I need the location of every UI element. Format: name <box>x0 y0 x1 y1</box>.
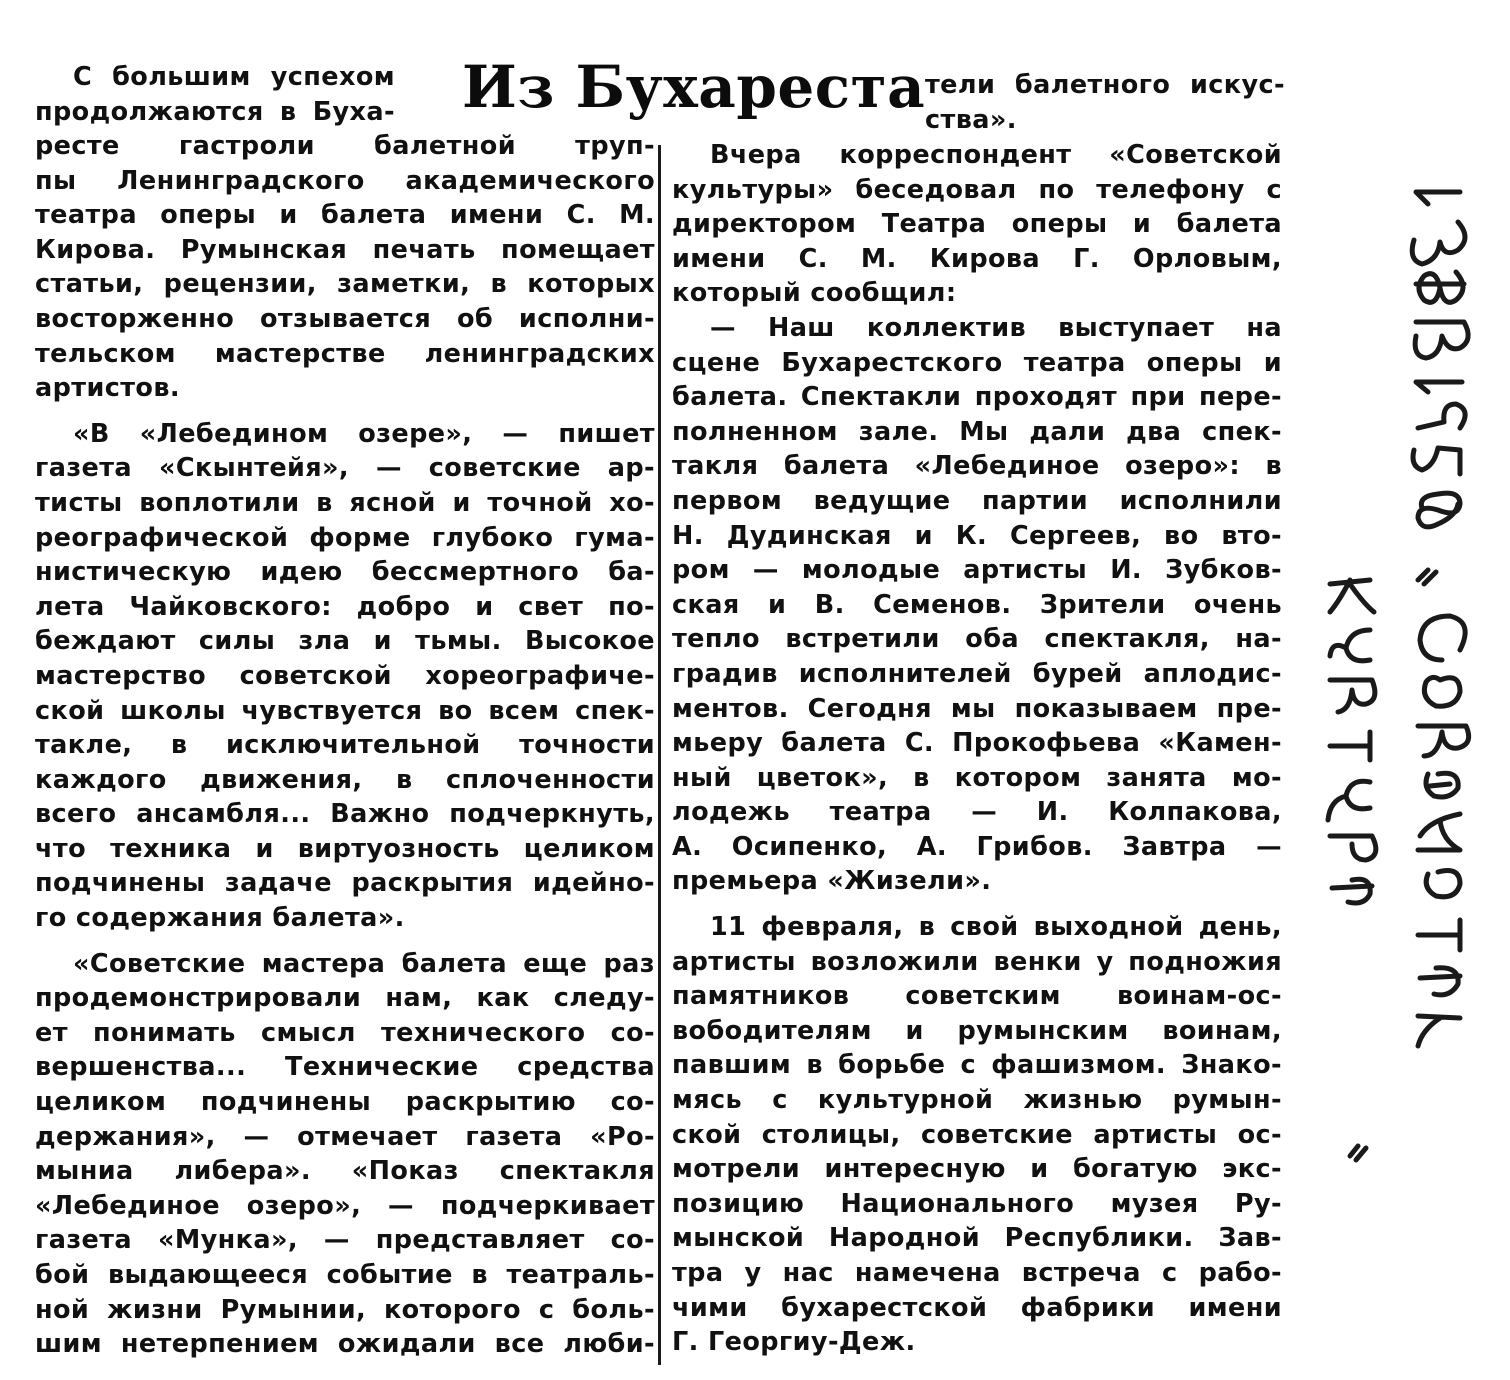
text-line: шим нетерпением ожидали все люби- <box>35 1329 655 1360</box>
text-line: мынской Народной Республики. Зав- <box>672 1223 1282 1254</box>
text-line: реографической форме глубоко гума- <box>35 522 655 553</box>
text-line: бой выдающееся событие в театраль- <box>35 1260 655 1290</box>
text-line: «Лебединое озеро», — подчеркивает <box>35 1190 655 1221</box>
text-line: тисты воплотили в ясной и точной хо- <box>35 487 655 518</box>
text-line: Н. Дудинская и К. Сергеев, во вто- <box>672 520 1282 551</box>
text-line: культуры» беседовал по телефону с <box>672 174 1282 205</box>
text-line: ет понимать смысл технического со- <box>35 1017 655 1048</box>
text-line: пы Ленинградского академического <box>35 165 655 196</box>
text-line: вободителям и румынским воинам, <box>672 1015 1282 1046</box>
text-line: позицию Национального музея Ру- <box>672 1188 1282 1219</box>
text-line: такле, в исключительной точности <box>35 730 655 761</box>
text-line: газета «Скынтейя», — советские ар- <box>35 453 655 484</box>
text-line: тра у нас намечена встреча с рабо- <box>672 1258 1282 1288</box>
text-line: первом ведущие партии исполнили <box>672 485 1282 516</box>
text-line: директором Театра оперы и балета <box>672 209 1282 240</box>
text-line: ментов. Сегодня мы показываем пре- <box>672 693 1282 724</box>
text-line: С большим успехом <box>73 62 395 92</box>
column-divider <box>658 145 661 1365</box>
text-line: ром — молодые артисты И. Зубков- <box>672 555 1282 586</box>
text-line: вершенства... Технические средства <box>35 1052 655 1083</box>
right-column <box>672 138 1282 1360</box>
text-line: 11 февраля, в свой выходной день, <box>710 912 1282 943</box>
text-line: Г. Георгиу-Деж. <box>672 1327 916 1358</box>
text-line: градив исполнителей бурей аплодис- <box>672 658 1282 689</box>
text-line: сцене Бухарестского театра оперы и <box>672 347 1282 378</box>
text-line: беждают силы зла и тьмы. Высокое <box>35 626 655 657</box>
intro-lines <box>35 60 395 129</box>
text-line: чими бухарестской фабрики имени <box>672 1292 1282 1323</box>
text-line: такля балета «Лебединое озеро»: в <box>672 451 1282 482</box>
text-line: «Советские мастера балета еще раз <box>73 948 655 979</box>
text-line: тели балетного искус- <box>925 70 1285 100</box>
text-line: ства». <box>925 104 1017 135</box>
text-line: Вчера корреспондент «Советской <box>710 140 1282 170</box>
headline: Из Бухареста <box>462 53 926 121</box>
text-line: мастерство советской хореографиче- <box>35 660 655 691</box>
text-line: статьи, рецензии, заметки, в которых <box>35 269 655 300</box>
text-line: каждого движения, в сплоченности <box>35 764 655 795</box>
handwritten-date-annotation <box>1310 160 1490 1210</box>
text-line: А. Осипенко, А. Грибов. Завтра — <box>672 831 1282 862</box>
text-line: газета «Мунка», — представляет со- <box>35 1225 655 1256</box>
text-line: «В «Лебедином озере», — пишет <box>73 418 655 449</box>
left-column <box>35 129 655 1362</box>
text-line: мыниа либера». «Показ спектакля <box>35 1156 655 1187</box>
text-line: театра оперы и балета имени С. М. <box>35 200 655 231</box>
text-line: тельском мастерстве ленинградских <box>35 338 655 369</box>
text-line: ресте гастроли балетной труп- <box>35 131 655 161</box>
text-line: памятников советским воинам-ос- <box>672 981 1282 1012</box>
text-line: Кирова. Румынская печать помещает <box>35 234 655 265</box>
text-line: целиком подчинены раскрытию со- <box>35 1087 655 1118</box>
continuation-lines <box>925 68 1285 137</box>
text-line: восторженно отзывается об исполни- <box>35 303 655 334</box>
text-line: ный цветок», в котором занята мо- <box>672 762 1282 793</box>
text-line: всего ансамбля... Важно подчеркнуть, <box>35 799 655 830</box>
text-line: лодежь театра — И. Колпакова, <box>672 797 1282 828</box>
text-line: премьера «Жизели». <box>672 866 992 897</box>
text-line: лета Чайковского: добро и свет по- <box>35 591 655 622</box>
text-line: что техника и виртуозность целиком <box>35 833 655 864</box>
text-line: ной жизни Румынии, которого с боль- <box>35 1294 655 1325</box>
text-line: балета. Спектакли проходят при пере- <box>672 382 1282 413</box>
text-line: нистическую идею бессмертного ба- <box>35 557 655 588</box>
text-line: — Наш коллектив выступает на <box>710 312 1282 343</box>
text-line: артистов. <box>35 373 180 404</box>
text-line: ской столицы, советские артисты ос- <box>672 1119 1282 1150</box>
text-line: ской школы чувствуется во всем спек- <box>35 695 655 726</box>
text-line: держания», — отмечает газета «Ро- <box>35 1121 655 1152</box>
text-line: продолжаются в Буха- <box>35 96 395 127</box>
text-line: павшим в борьбе с фашизмом. Знако- <box>672 1050 1282 1081</box>
text-line: подчинены задаче раскрытия идейно- <box>35 868 655 899</box>
text-line: полненном зале. Мы дали два спек- <box>672 416 1282 447</box>
text-line: мьеру балета С. Прокофьева «Камен- <box>672 728 1282 759</box>
text-line: ская и В. Семенов. Зрители очень <box>672 589 1282 620</box>
text-line: имени С. М. Кирова Г. Орловым, <box>672 243 1282 274</box>
text-line: го содержания балета». <box>35 903 405 934</box>
text-line: мотрели интересную и богатую экс- <box>672 1154 1282 1185</box>
text-line: мясь с культурной жизнью румын- <box>672 1085 1282 1116</box>
text-line: который сообщил: <box>672 278 957 309</box>
text-line: тепло встретили оба спектакля, на- <box>672 624 1282 655</box>
text-line: продемонстрировали нам, как следу- <box>35 983 655 1014</box>
text-line: артисты возложили венки у подножия <box>672 946 1282 977</box>
